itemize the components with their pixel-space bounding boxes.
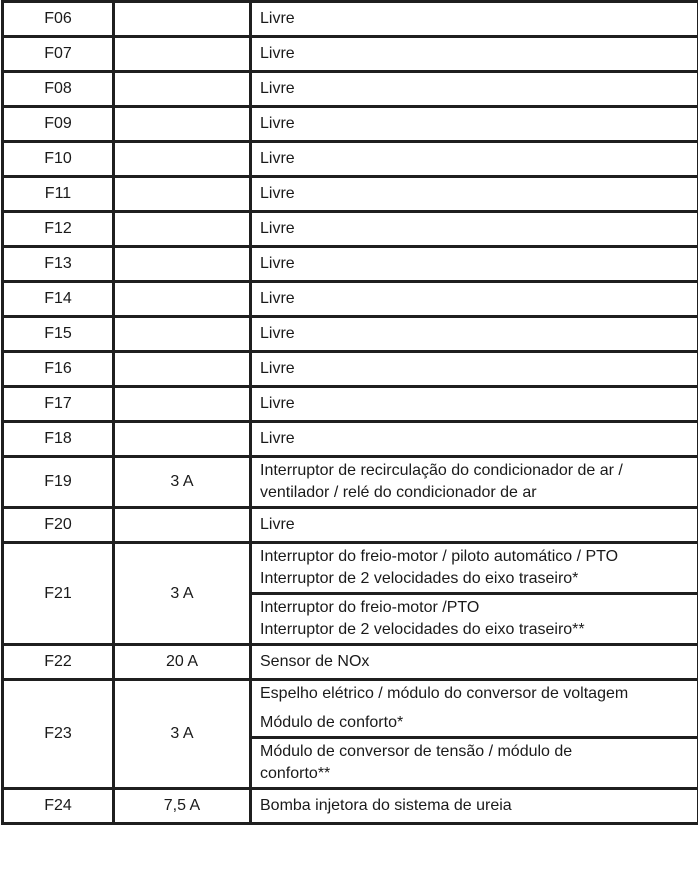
- fuse-id: F17: [3, 387, 114, 422]
- fuse-description: Bomba injetora do sistema de ureia: [251, 789, 698, 824]
- fuse-table: [1, 0, 698, 825]
- fuse-description: Livre: [251, 352, 698, 387]
- fuse-amperage: [114, 317, 251, 352]
- fuse-description: Livre: [251, 387, 698, 422]
- fuse-id: F16: [3, 352, 114, 387]
- description-line: Módulo de conversor de tensão / módulo de: [260, 743, 573, 760]
- fuse-description: Livre: [251, 247, 698, 282]
- fuse-amperage: [114, 142, 251, 177]
- fuse-id: F15: [3, 317, 114, 352]
- table-row: [3, 107, 698, 142]
- fuse-id: F21: [3, 543, 114, 645]
- fuse-amperage: 20 A: [114, 645, 251, 680]
- table-row: [3, 457, 698, 508]
- fuse-description: Livre: [251, 282, 698, 317]
- fuse-id: F08: [3, 72, 114, 107]
- description-line: Interruptor de recirculação do condicionador de ar /: [260, 462, 623, 479]
- fuse-description: Livre: [251, 177, 698, 212]
- fuse-amperage: [114, 387, 251, 422]
- description-line: ventilador / relé do condicionador de ar: [260, 484, 537, 501]
- table-row: [3, 645, 698, 680]
- table-row: [3, 282, 698, 317]
- fuse-amperage: 3 A: [114, 680, 251, 789]
- fuse-id: F10: [3, 142, 114, 177]
- fuse-description: Livre: [251, 72, 698, 107]
- fuse-description: Livre: [251, 508, 698, 543]
- fuse-description: Livre: [251, 37, 698, 72]
- fuse-amperage: [114, 212, 251, 247]
- fuse-description: [251, 457, 698, 508]
- table-row: [3, 680, 698, 738]
- table-row: [3, 2, 698, 37]
- description-line: Interruptor de 2 velocidades do eixo traseiro**: [260, 621, 585, 638]
- fuse-id: F14: [3, 282, 114, 317]
- fuse-description: Livre: [251, 317, 698, 352]
- table-row: [3, 387, 698, 422]
- description-line: Interruptor de 2 velocidades do eixo traseiro*: [260, 570, 579, 587]
- fuse-amperage: [114, 37, 251, 72]
- fuse-id: F20: [3, 508, 114, 543]
- fuse-amperage: [114, 107, 251, 142]
- fuse-amperage: 3 A: [114, 543, 251, 645]
- table-row: [3, 352, 698, 387]
- table-row: [3, 422, 698, 457]
- fuse-id: F23: [3, 680, 114, 789]
- fuse-id: F09: [3, 107, 114, 142]
- description-line: Interruptor do freio-motor / piloto automático / PTO: [260, 548, 619, 565]
- fuse-id: F22: [3, 645, 114, 680]
- fuse-id: F24: [3, 789, 114, 824]
- fuse-amperage: 7,5 A: [114, 789, 251, 824]
- fuse-description: Livre: [251, 107, 698, 142]
- fuse-id: F19: [3, 457, 114, 508]
- fuse-id: F06: [3, 2, 114, 37]
- fuse-amperage: [114, 2, 251, 37]
- fuse-amperage: [114, 352, 251, 387]
- table-row: [3, 543, 698, 594]
- fuse-amperage: [114, 508, 251, 543]
- table-row: [3, 508, 698, 543]
- fuse-id: F13: [3, 247, 114, 282]
- table-row: [3, 37, 698, 72]
- fuse-description: [251, 738, 698, 789]
- description-line: Módulo de conforto*: [260, 714, 404, 731]
- fuse-description: Sensor de NOx: [251, 645, 698, 680]
- description-line: Espelho elétrico / módulo do conversor de voltagem: [260, 685, 629, 702]
- table-row: [3, 247, 698, 282]
- fuse-description: Livre: [251, 2, 698, 37]
- fuse-description: [251, 543, 698, 594]
- fuse-id: F12: [3, 212, 114, 247]
- fuse-id: F11: [3, 177, 114, 212]
- fuse-amperage: [114, 247, 251, 282]
- fuse-description: Livre: [251, 212, 698, 247]
- table-row: [3, 142, 698, 177]
- fuse-amperage: [114, 422, 251, 457]
- fuse-description: [251, 594, 698, 645]
- table-row: [3, 212, 698, 247]
- fuse-description: [251, 680, 698, 738]
- fuse-amperage: [114, 72, 251, 107]
- fuse-amperage: 3 A: [114, 457, 251, 508]
- description-line: conforto**: [260, 765, 331, 782]
- fuse-description: Livre: [251, 422, 698, 457]
- table-row: [3, 72, 698, 107]
- table-row: [3, 789, 698, 824]
- table-row: [3, 177, 698, 212]
- fuse-description: Livre: [251, 142, 698, 177]
- table-row: [3, 317, 698, 352]
- description-line: Interruptor do freio-motor /PTO: [260, 599, 480, 616]
- fuse-id: F07: [3, 37, 114, 72]
- fuse-amperage: [114, 282, 251, 317]
- fuse-amperage: [114, 177, 251, 212]
- fuse-id: F18: [3, 422, 114, 457]
